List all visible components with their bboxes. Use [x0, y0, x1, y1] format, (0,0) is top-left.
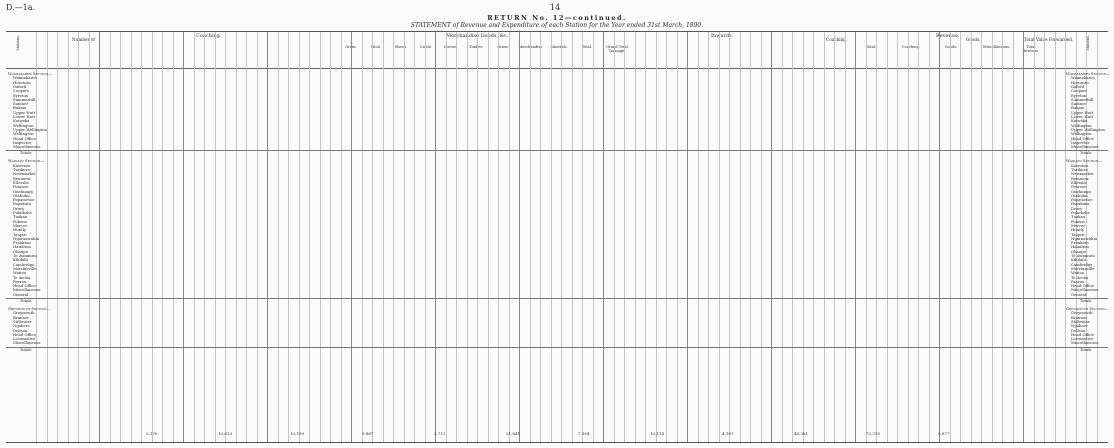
station-name: Kawerau	[13, 162, 31, 168]
station-name: Head Office	[1071, 331, 1094, 337]
station-name: Horotutu	[1071, 79, 1089, 85]
column-rule	[173, 32, 174, 442]
column-rule	[624, 32, 625, 442]
total-value: 10,190	[290, 431, 304, 436]
column-rule	[299, 32, 300, 442]
station-name: Papakura	[1071, 201, 1090, 207]
total-value: 48,381	[794, 431, 808, 436]
column-rule	[341, 32, 342, 442]
column-rule	[593, 32, 594, 442]
station-name: Huntly	[13, 227, 27, 233]
totals-label: Totals	[20, 298, 32, 303]
station-name: Ohaupo	[1071, 248, 1086, 254]
column-header: Total.	[865, 45, 877, 49]
station-name: Frankton	[1071, 240, 1089, 246]
column-rule	[68, 32, 69, 442]
station-name: Hamilton	[13, 244, 31, 250]
column-rule	[897, 32, 898, 442]
header-stations: Stations.	[16, 35, 20, 51]
column-rule	[656, 32, 657, 442]
station-name: General	[13, 291, 29, 297]
station-name: Kihikihi	[13, 257, 28, 263]
station-name: Coopers	[13, 88, 29, 94]
station-name: Remuera	[13, 175, 31, 181]
column-rule	[666, 32, 667, 442]
station-name: Head Office	[13, 331, 36, 337]
station-name: Cambridge	[1071, 261, 1093, 267]
station-name: Ngaruawahia	[1071, 235, 1097, 241]
station-name: Ngahere	[13, 323, 30, 329]
station-name: Kawerau	[1071, 162, 1089, 168]
station-name: Wellington	[1071, 131, 1092, 137]
totals-label: Totals	[1080, 346, 1092, 352]
column-rule	[939, 32, 940, 442]
column-rule	[929, 32, 930, 442]
station-name: Otahuhu	[1071, 192, 1088, 198]
column-rule	[782, 32, 783, 442]
column-rule	[152, 32, 153, 442]
column-header: Grain.	[345, 45, 357, 49]
column-rule	[1034, 32, 1035, 442]
station-name: Papakura	[13, 201, 32, 207]
station-name: Onehunga	[1071, 188, 1091, 194]
column-rule	[330, 32, 331, 442]
column-rule	[57, 32, 58, 442]
station-name: Morrinsville	[13, 265, 37, 271]
station-name: Newmarket	[1071, 171, 1094, 177]
station-name: Oxford	[1071, 83, 1085, 89]
column-rule	[89, 32, 90, 442]
column-rule	[561, 32, 562, 442]
column-rule	[687, 32, 688, 442]
totals-rule	[6, 150, 1108, 151]
column-rule	[603, 32, 604, 442]
station-name: Ellerslie	[1071, 179, 1087, 185]
column-rule	[740, 32, 741, 442]
column-rule	[204, 32, 205, 442]
station-name: Waitoa	[1071, 270, 1085, 276]
station-name: Stillwater	[1071, 318, 1090, 324]
section-heading: Waimakariri Section—	[8, 71, 53, 76]
station-name: Penrose	[13, 184, 29, 190]
column-rule	[761, 32, 762, 442]
station-name: Te Aroha	[13, 274, 31, 280]
column-rule	[876, 32, 877, 442]
column-rule	[488, 32, 489, 442]
column-rule	[635, 32, 636, 442]
column-rule	[971, 32, 972, 442]
header-revenue: Revenue.	[936, 33, 960, 39]
station-name: Miscellaneous	[1071, 144, 1099, 150]
station-name: Pukekohe	[1071, 210, 1090, 215]
header-inwards: Inwards.	[711, 33, 734, 39]
column-rule	[393, 32, 394, 442]
station-name: Sumner	[13, 101, 29, 107]
totals-label: Totals	[1080, 298, 1092, 303]
station-name: Upper Hutt	[13, 109, 36, 115]
station-name: Waitoa	[13, 270, 27, 276]
column-rule	[47, 32, 48, 442]
station-name: Miscellaneous	[13, 144, 41, 150]
station-name: Miscellaneous	[13, 287, 41, 293]
station-name: Papatoetoe	[1071, 197, 1093, 203]
column-header: Coaching.	[901, 45, 921, 49]
station-name: Penrose	[1071, 184, 1087, 190]
column-rule	[866, 32, 867, 442]
column-rule	[855, 32, 856, 442]
station-name: Tuakau	[1071, 214, 1086, 220]
station-name: Te Aroha	[1071, 274, 1089, 280]
station-name: Pokeno	[1071, 218, 1085, 224]
station-name: Morrinsville	[1071, 265, 1095, 271]
station-name: Summerhill	[13, 96, 36, 102]
station-name: Brunner	[13, 314, 30, 320]
station-name: Remuera	[1071, 175, 1089, 181]
station-name: Greymouth	[1071, 310, 1093, 316]
total-value: 72,315	[866, 431, 880, 436]
column-rule	[131, 32, 132, 442]
total-value: 10,114	[650, 431, 664, 436]
station-name: Head Office	[13, 135, 36, 141]
total-value: 21,841	[506, 431, 520, 436]
station-name: Turikura	[13, 167, 30, 172]
station-name: Huntly	[1071, 227, 1085, 233]
station-name: Cambridge	[13, 261, 35, 267]
table-header	[6, 32, 1108, 69]
column-rule	[981, 32, 982, 442]
page-number: 14	[550, 3, 561, 12]
station-name: Onehunga	[13, 188, 33, 194]
station-name: Taupiri	[1071, 231, 1085, 237]
station-name: Horotutu	[13, 79, 31, 85]
header-numbers: Number of	[72, 37, 95, 42]
totals-label: Totals	[1080, 150, 1092, 156]
column-rule	[246, 32, 247, 442]
column-rule	[792, 32, 793, 442]
station-name: Head Office	[1071, 135, 1094, 141]
station-name: Miscellaneous	[1071, 287, 1099, 293]
station-name: Wellington	[1071, 122, 1092, 128]
station-name: Inspector	[13, 139, 32, 145]
station-name: Eyreton	[13, 92, 29, 98]
station-name: Rakaia	[1071, 105, 1085, 111]
column-rule	[110, 32, 111, 442]
column-rule	[750, 32, 751, 442]
station-name: Ngahere	[1071, 323, 1088, 329]
column-rule	[908, 32, 909, 442]
station-name: Waimakariri	[13, 75, 37, 81]
station-name: Mercer	[1071, 222, 1086, 228]
station-name: Locomotive	[13, 336, 36, 342]
column-rule	[141, 32, 142, 442]
column-header: Total Revenue.	[1022, 45, 1040, 53]
revenue-table	[6, 31, 1111, 443]
column-rule	[257, 32, 258, 442]
column-rule	[614, 32, 615, 442]
station-name: General	[1071, 291, 1087, 297]
totals-rule	[6, 298, 1108, 299]
station-name: Drury	[13, 205, 25, 211]
station-name: Kaiwaka	[1071, 118, 1088, 124]
column-rule	[236, 32, 237, 442]
header-coaching-right: Coaching.	[826, 37, 848, 42]
column-rule	[162, 32, 163, 442]
column-rule	[834, 32, 835, 442]
station-name: Rakaia	[13, 105, 27, 111]
column-rule	[845, 32, 846, 442]
station-name: Lower Hutt	[1071, 114, 1094, 119]
statement-caption: STATEMENT of Revenue and Expenditure of each Station for the Year ended 31st March, 1890.	[410, 22, 704, 29]
section-heading: Waikato Section—	[1066, 158, 1103, 164]
column-header: Horses.	[444, 45, 458, 49]
header-total-value: Total Value Forwarded.	[1024, 37, 1074, 42]
station-name: Inspector	[1071, 139, 1090, 145]
station-name: Head Office	[1071, 283, 1094, 289]
page-reference: D.—1a.	[6, 3, 36, 12]
column-header: Total.	[581, 45, 593, 49]
total-value: 5,170	[146, 431, 158, 436]
column-rule	[183, 32, 184, 442]
column-rule	[225, 32, 226, 442]
column-rule	[351, 32, 352, 442]
column-rule	[498, 32, 499, 442]
station-name: Paeroa	[1071, 278, 1085, 284]
column-rule	[698, 32, 699, 442]
station-name: Lower Hutt	[13, 114, 36, 119]
column-rule	[320, 32, 321, 442]
column-rule	[729, 32, 730, 442]
station-name: Summerhill	[1071, 96, 1094, 102]
column-rule	[414, 32, 415, 442]
column-header: Wool.	[370, 45, 382, 49]
column-rule	[1013, 32, 1014, 442]
column-rule	[477, 32, 478, 442]
station-name: Sumner	[1071, 101, 1087, 107]
section-heading: Waikato Section—	[8, 158, 45, 164]
column-rule	[509, 32, 510, 442]
total-value: 7,104	[578, 431, 590, 436]
column-rule	[372, 32, 373, 442]
station-name: Otahuhu	[13, 192, 30, 198]
column-rule	[1055, 32, 1056, 442]
station-name: Dobson	[1071, 327, 1086, 333]
column-rule	[215, 32, 216, 442]
station-name: Miscellaneous	[1071, 340, 1099, 346]
column-rule	[267, 32, 268, 442]
column-rule	[887, 32, 888, 442]
column-rule	[456, 32, 457, 442]
station-name: Drury	[1071, 205, 1083, 211]
station-name: Te Awamutu	[13, 253, 37, 258]
station-name: Hamilton	[1071, 244, 1089, 250]
station-name: Ngaruawahia	[13, 235, 39, 241]
column-rule	[645, 32, 646, 442]
column-rule	[99, 32, 100, 442]
column-rule	[194, 32, 195, 442]
column-rule	[309, 32, 310, 442]
section-heading: Greymouth Section—	[1066, 306, 1109, 311]
header-coaching: Coaching.	[196, 33, 222, 39]
column-rule	[771, 32, 772, 442]
column-rule	[551, 32, 552, 442]
column-header: Miscellaneous.	[983, 45, 1011, 49]
station-name: Tuakau	[13, 214, 28, 220]
total-value: 3,711	[434, 431, 446, 436]
column-rule	[362, 32, 363, 442]
column-rule	[803, 32, 804, 442]
column-rule	[960, 32, 961, 442]
section-heading: Waimakariri Section—	[1066, 71, 1111, 76]
station-name: Ohaupo	[13, 248, 28, 254]
station-name: Upper Wellington	[1071, 126, 1105, 132]
column-rule	[288, 32, 289, 442]
station-name: Ellerslie	[13, 179, 29, 185]
total-value: 10,813	[218, 431, 232, 436]
station-name: Kaiwaka	[13, 118, 30, 124]
column-rule	[582, 32, 583, 442]
station-name: Head Office	[13, 283, 36, 289]
station-name: Upper Hutt	[1071, 109, 1094, 115]
station-name: Turikura	[1071, 167, 1088, 172]
column-rule	[813, 32, 814, 442]
total-value: 9,877	[938, 431, 950, 436]
station-name: Wellington	[13, 122, 34, 128]
station-name: Newmarket	[13, 171, 36, 177]
return-title: RETURN No. 12—continued.	[487, 14, 627, 22]
station-name: Te Awamutu	[1071, 253, 1095, 258]
station-name: Upper Wellington	[13, 126, 47, 132]
column-rule	[708, 32, 709, 442]
station-name: Eyreton	[1071, 92, 1087, 98]
station-name: Miscellaneous	[13, 340, 41, 346]
column-rule	[519, 32, 520, 442]
station-name: Greymouth	[13, 310, 35, 316]
station-name: Waimakariri	[1071, 75, 1095, 81]
totals-rule	[6, 347, 1108, 348]
header-goods-right: Goods.	[966, 37, 981, 42]
station-name: Brunner	[1071, 314, 1088, 320]
column-header: Goods.	[944, 45, 958, 49]
station-name: Papatoetoe	[13, 197, 35, 203]
totals-label: Totals	[20, 346, 32, 352]
station-name: Dobson	[13, 327, 28, 333]
column-header: Minerals.	[550, 45, 568, 49]
station-name: Taupiri	[13, 231, 27, 237]
station-name: Kihikihi	[1071, 257, 1086, 263]
column-rule	[1023, 32, 1024, 442]
station-name: Mercer	[13, 222, 28, 228]
column-rule	[383, 32, 384, 442]
column-rule	[446, 32, 447, 442]
station-name: Frankton	[13, 240, 31, 246]
station-name: Wellington	[13, 131, 34, 137]
station-name: Paeroa	[13, 278, 27, 284]
column-rule	[120, 32, 121, 442]
column-rule	[435, 32, 436, 442]
column-rule	[467, 32, 468, 442]
column-rule	[404, 32, 405, 442]
column-rule	[530, 32, 531, 442]
column-rule	[677, 32, 678, 442]
column-rule	[540, 32, 541, 442]
column-rule	[992, 32, 993, 442]
total-value: 9,887	[362, 431, 374, 436]
station-name: Locomotive	[1071, 336, 1094, 342]
column-rule	[1044, 32, 1045, 442]
station-name: Stillwater	[13, 318, 32, 324]
station-name: Pokeno	[13, 218, 27, 224]
column-rule	[918, 32, 919, 442]
column-rule	[425, 32, 426, 442]
column-rule	[1002, 32, 1003, 442]
column-header: Grass.	[497, 45, 509, 49]
station-name: Coopers	[1071, 88, 1087, 94]
header-stations-right: Stations.	[1086, 35, 1090, 51]
header-goods: Merchandise Goods, &c.	[446, 33, 509, 39]
column-header: Merchandise.	[518, 45, 544, 49]
column-rule	[278, 32, 279, 442]
column-header: Timber.	[469, 45, 483, 49]
column-header: Cattle.	[419, 45, 433, 49]
column-rule	[719, 32, 720, 442]
column-header: Sheep.	[394, 45, 408, 49]
total-value: 4,187	[722, 431, 734, 436]
station-name: Oxford	[13, 83, 27, 89]
column-header: Grand Total Tonnage.	[606, 45, 628, 53]
column-rule	[824, 32, 825, 442]
station-name: Pukekohe	[13, 210, 32, 215]
column-rule	[78, 32, 79, 442]
column-rule	[572, 32, 573, 442]
column-rule	[950, 32, 951, 442]
totals-label: Totals	[20, 150, 32, 156]
section-heading: Greymouth Section—	[8, 306, 51, 311]
